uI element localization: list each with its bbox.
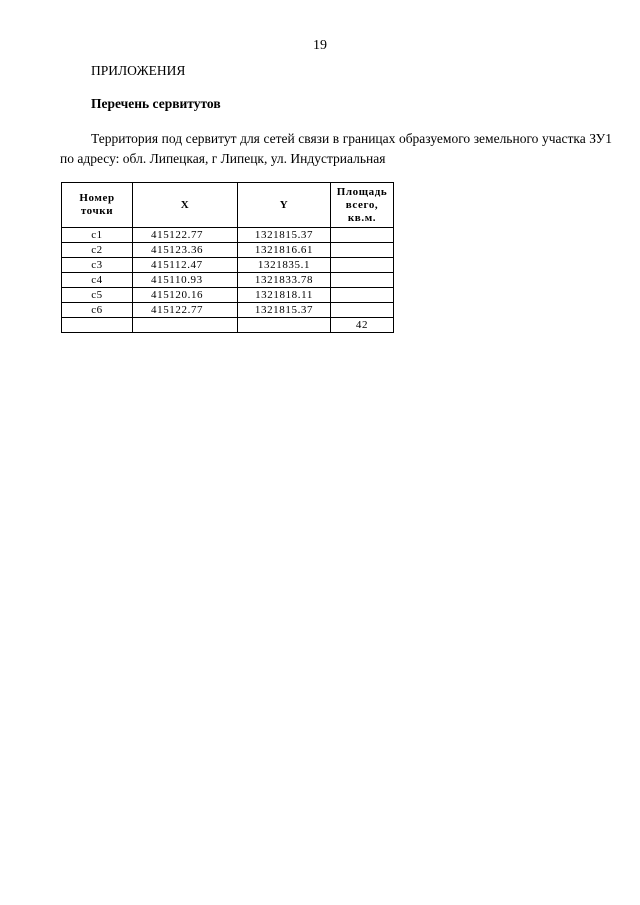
table-row bbox=[62, 243, 394, 258]
cell-area bbox=[331, 273, 394, 288]
cell-area bbox=[331, 228, 394, 243]
cell-area bbox=[331, 303, 394, 318]
cell-point: с6 bbox=[62, 303, 133, 318]
cell-point: с4 bbox=[62, 273, 133, 288]
cell-area bbox=[331, 288, 394, 303]
cell-point bbox=[62, 318, 133, 333]
cell-x: 415120.16 bbox=[133, 288, 238, 303]
cell-x: 415122.77 bbox=[133, 228, 238, 243]
cell-y: 1321816.61 bbox=[238, 243, 331, 258]
cell-point: с5 bbox=[62, 288, 133, 303]
table-row bbox=[62, 273, 394, 288]
description-paragraph: Территория под сервитут для сетей связи в границах образуемого земельного участка ЗУ1 по адресу: обл. Липецкая, г Липецк, ул. Индустриальная bbox=[60, 131, 612, 166]
cell-y: 1321815.37 bbox=[238, 303, 331, 318]
cell-area bbox=[331, 243, 394, 258]
cell-y: 1321815.37 bbox=[238, 228, 331, 243]
table-row bbox=[62, 228, 394, 243]
table-row bbox=[62, 258, 394, 273]
section-title: ПРИЛОЖЕНИЯ bbox=[91, 63, 186, 78]
column-header-area: Площадь всего, кв.м. bbox=[331, 183, 394, 228]
table-header bbox=[62, 183, 394, 228]
servitude-table bbox=[61, 182, 394, 333]
cell-x bbox=[133, 318, 238, 333]
column-header-y: Y bbox=[238, 183, 331, 228]
table-body bbox=[62, 228, 394, 333]
column-header-x: X bbox=[133, 183, 238, 228]
cell-y bbox=[238, 318, 331, 333]
cell-x: 415122.77 bbox=[133, 303, 238, 318]
header-row bbox=[62, 183, 394, 228]
table-row bbox=[62, 303, 394, 318]
cell-x: 415123.36 bbox=[133, 243, 238, 258]
cell-point: с3 bbox=[62, 258, 133, 273]
page-number: 19 bbox=[313, 38, 327, 53]
cell-x: 415112.47 bbox=[133, 258, 238, 273]
table-row bbox=[62, 288, 394, 303]
cell-point: с1 bbox=[62, 228, 133, 243]
cell-y: 1321818.11 bbox=[238, 288, 331, 303]
cell-y: 1321835.1 bbox=[238, 258, 331, 273]
cell-area-total: 42 bbox=[331, 318, 394, 333]
cell-x: 415110.93 bbox=[133, 273, 238, 288]
table-total-row bbox=[62, 318, 394, 333]
cell-area bbox=[331, 258, 394, 273]
document-heading: Перечень сервитутов bbox=[91, 96, 221, 111]
cell-y: 1321833.78 bbox=[238, 273, 331, 288]
cell-point: с2 bbox=[62, 243, 133, 258]
column-header-point: Номер точки bbox=[62, 183, 133, 228]
